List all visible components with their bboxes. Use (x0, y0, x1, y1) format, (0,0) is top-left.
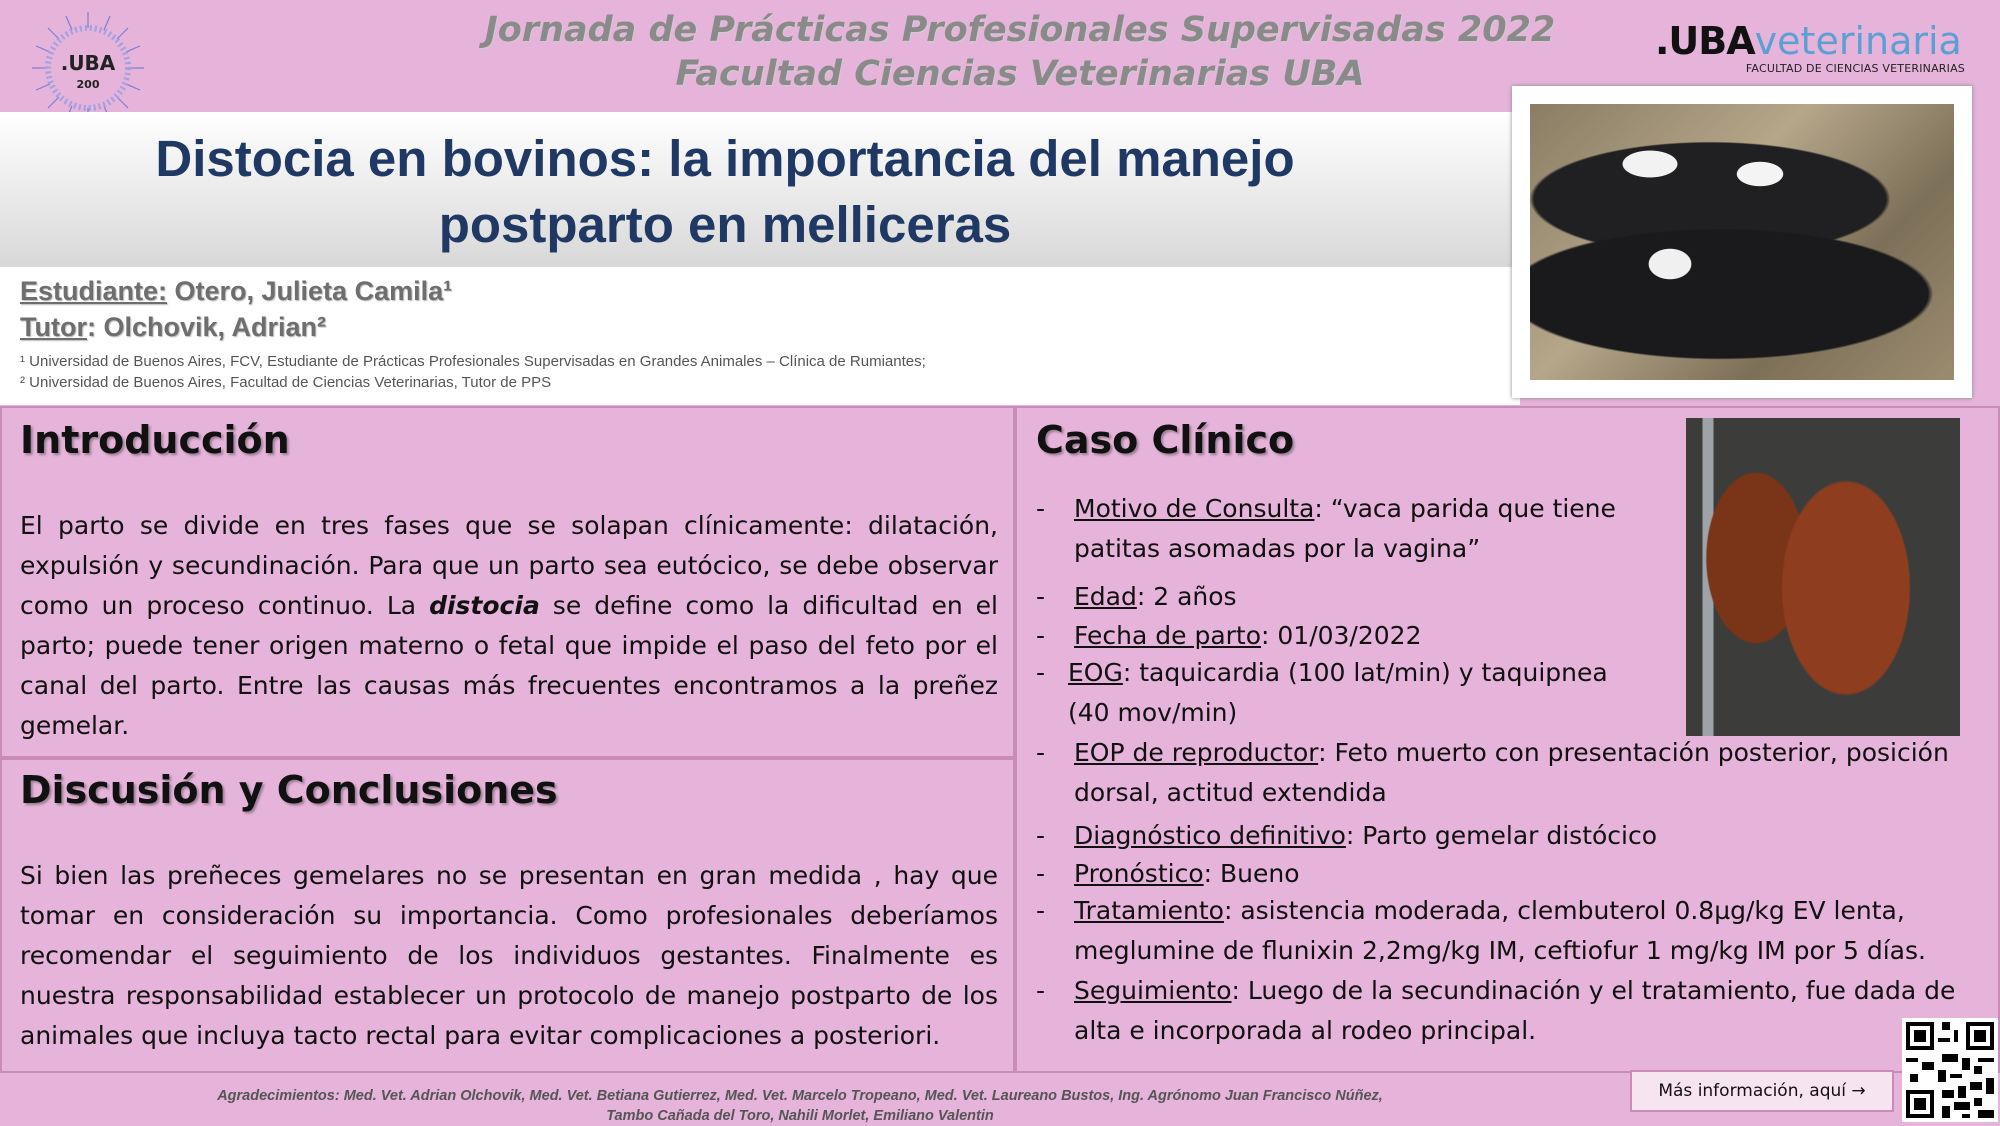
ack-line2: Tambo Cañada del Toro, Nahili Morlet, Emiliano Valentin (606, 1108, 994, 1124)
case-item-line2: meglumine de flunixin 2,2mg/kg IM, ceftiofur 1 mg/kg IM por 5 días. (1074, 936, 1926, 965)
cow-photo (1686, 418, 1960, 736)
case-item-line1: : 2 años (1136, 582, 1237, 611)
faculty-logo (1655, 20, 1965, 75)
tutor-author (20, 312, 326, 343)
case-item-line2: patitas asomadas por la vagina” (1074, 534, 1481, 563)
ack-line1: Agradecimientos: Med. Vet. Adrian Olchovik, Med. Vet. Betiana Gutierrez, Med. Vet. Marcelo Tropeano, Med. Vet. Laureano Bustos, Ing. Agrónomo Juan Francisco Núñez, (217, 1088, 1383, 1104)
faculty-logo-bold: .UBA (1655, 19, 1755, 63)
case-item-line1: : taquicardia (100 lat/min) y taquipnea (1122, 658, 1608, 687)
student-label: Estudiante: (20, 276, 168, 306)
case-item-label: Tratamiento (1074, 896, 1224, 925)
discussion-text: Si bien las preñeces gemelares no se presentan en gran medida , hay que tomar en consideración su importancia. Como profesionales deberíamos recomendar el seguimiento de los individuos gestantes. Finalmente es nuestra responsabilidad establecer un protocolo de manejo postparto de los animales que incluya tacto rectal para evitar complicaciones a posteriori. (20, 861, 998, 1050)
uba-logo-sub: 200 (76, 78, 100, 91)
affiliation-1: ¹ Universidad de Buenos Aires, FCV, Estudiante de Prácticas Profesionales Supervisadas en Grandes Animales – Clínica de Rumiantes; (20, 353, 926, 370)
case-item-label: Seguimiento (1074, 976, 1232, 1005)
event-title (420, 8, 1620, 96)
calves-photo (1530, 104, 1954, 380)
qr-code-icon[interactable] (1902, 1018, 1998, 1122)
intro-text-emphasis: distocia (429, 591, 540, 620)
faculty-logo-sub: FACULTAD DE CIENCIAS VETERINARIAS (1745, 62, 1965, 75)
event-title-line2: Facultad Ciencias Veterinarias UBA (675, 54, 1365, 94)
case-item-line2: (40 mov/min) (1068, 698, 1238, 727)
case-item-line2: dorsal, actitud extendida (1074, 778, 1387, 807)
intro-title: Introducción (20, 418, 290, 462)
faculty-logo-light: veterinaria (1754, 19, 1962, 63)
intro-text-a: El parto se divide en tres fases que se solapan clínicamente: dilatación, expulsión y secundinación. Para que un parto sea eutócico, se debe observar como un proceso continuo. La (20, 511, 998, 620)
case-title: Caso Clínico (1036, 418, 1295, 462)
case-item-label: Pronóstico (1074, 859, 1204, 888)
tutor-name: : Olchovik, Adrian² (86, 312, 327, 342)
more-info-button[interactable]: Más información, aquí → (1630, 1070, 1894, 1112)
uba-logo-text: .UBA (60, 51, 116, 75)
case-item-line1: : Bueno (1203, 859, 1300, 888)
case-item-label: Diagnóstico definitivo (1074, 821, 1346, 850)
event-title-line1: Jornada de Prácticas Profesionales Supervisadas 2022 (484, 10, 1556, 50)
case-item-line2: alta e incorporada al rodeo principal. (1074, 1016, 1537, 1045)
poster-title-line1: Distocia en bovinos: la importancia del manejo (155, 130, 1295, 187)
student-author (20, 276, 452, 307)
case-item-line1: : Feto muerto con presentación posterior, posición (1318, 738, 1949, 767)
case-item-line1: : Parto gemelar distócico (1345, 821, 1658, 850)
case-item-label: Fecha de parto (1074, 621, 1262, 650)
case-item-line1: : Luego de la secundinación y el tratamiento, fue dada de (1231, 976, 1956, 1005)
case-item-label: Motivo de Consulta (1074, 494, 1315, 523)
student-name: Otero, Julieta Camila¹ (167, 276, 453, 306)
case-item-line1: : asistencia moderada, clembuterol 0.8µg/kg EV lenta, (1223, 896, 1905, 925)
case-item-label: EOG (1068, 658, 1123, 687)
affiliation-2: ² Universidad de Buenos Aires, Facultad de Ciencias Veterinarias, Tutor de PPS (20, 374, 552, 391)
tutor-label: Tutor (20, 312, 87, 342)
intro-text (20, 506, 998, 746)
discussion-title: Discusión y Conclusiones (20, 768, 558, 812)
case-item-label: EOP de reproductor (1074, 738, 1319, 767)
intro-text-b: se define como la dificultad en el parto; puede tener origen materno o fetal que impide el paso del feto por el canal del parto. Entre las causas más frecuentes encontramos a la preñez gemelar. (20, 591, 999, 740)
case-item-line1: : 01/03/2022 (1261, 621, 1422, 650)
poster-title-line2: postparto en melliceras (438, 196, 1012, 253)
case-item-label: Edad (1074, 582, 1137, 611)
acknowledgements (100, 1086, 1500, 1126)
poster-title (90, 126, 1360, 258)
case-item-line1: : “vaca parida que tiene (1314, 494, 1616, 523)
uba-200-logo (28, 8, 148, 128)
